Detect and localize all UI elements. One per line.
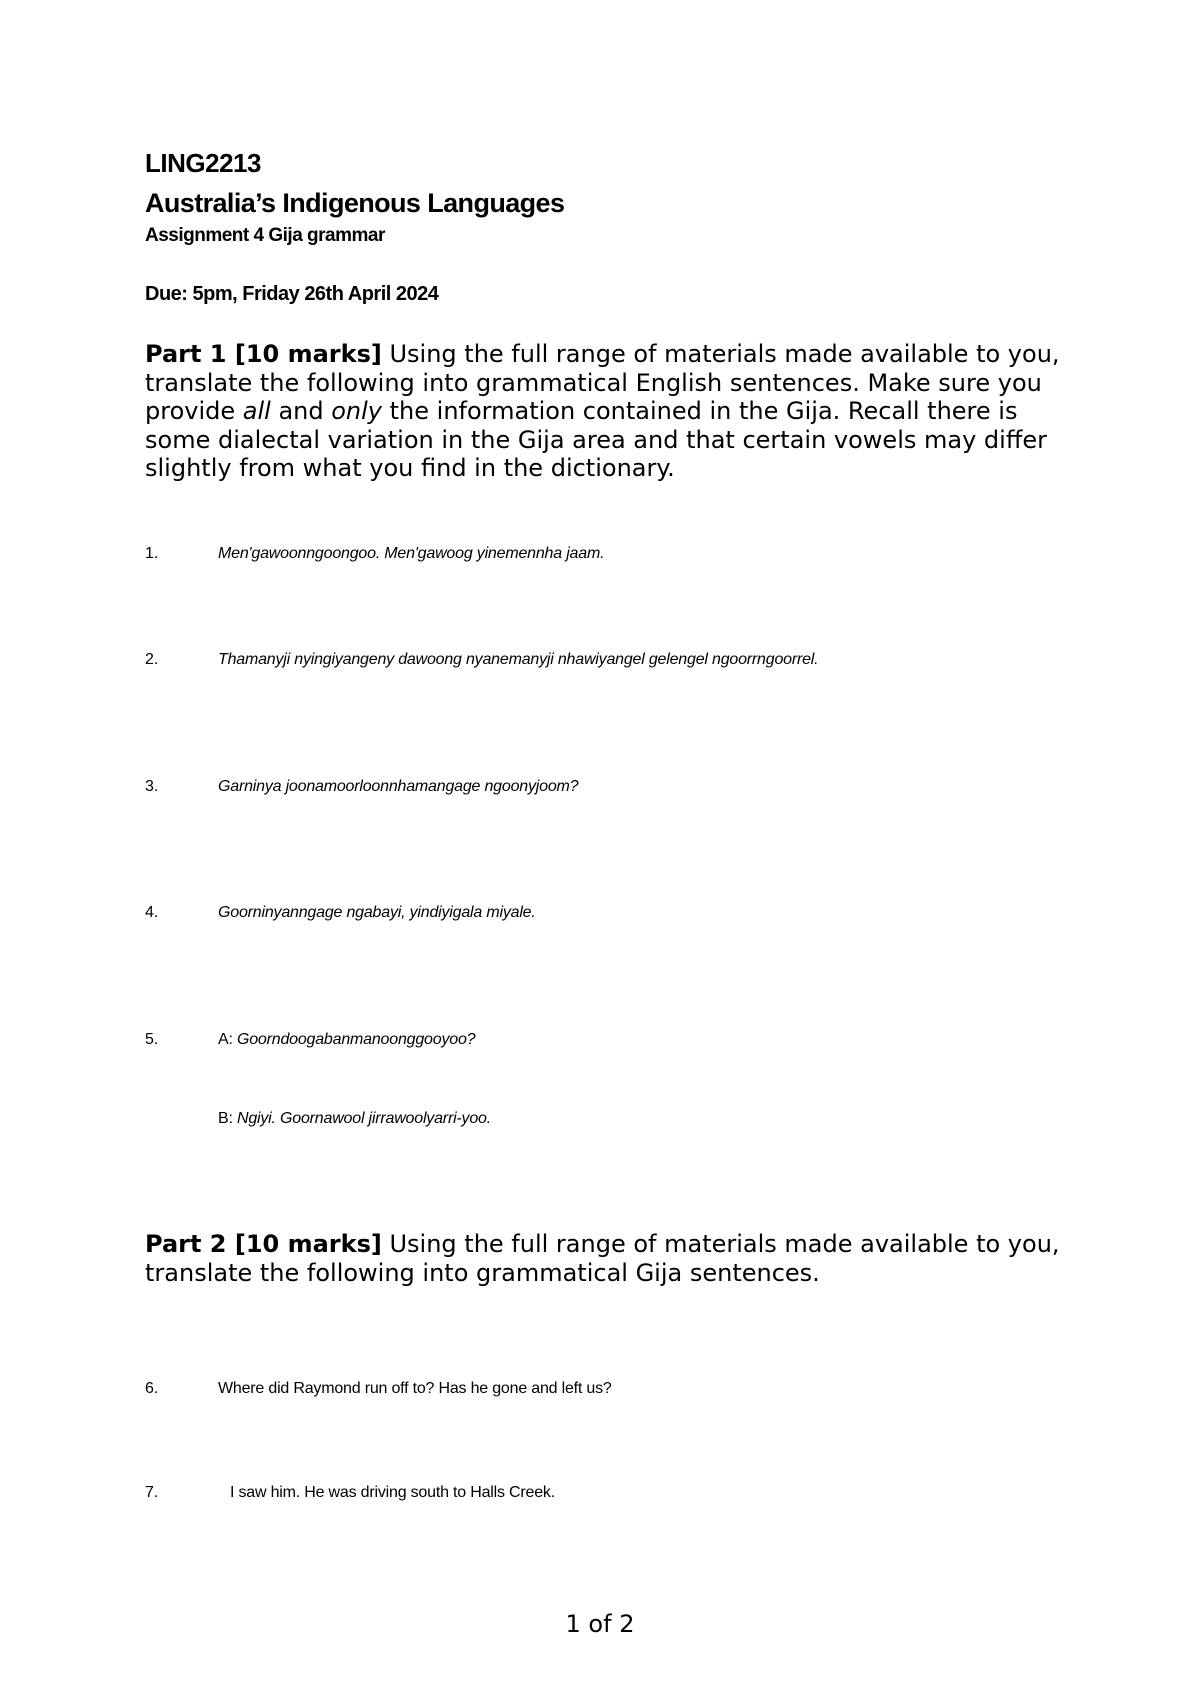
item-number-7: 7.	[145, 1484, 159, 1501]
part1-heading: Part 1 [10 marks]	[145, 340, 382, 368]
course-title: Australia’s Indigenous Languages	[145, 188, 565, 218]
part1-intro-a: Using the full range of materials made available to you, translate the following into grammatical English sentences. Make sure you provide	[145, 340, 1060, 425]
item-number-3: 3.	[145, 778, 159, 795]
item-number-6: 6.	[145, 1380, 159, 1397]
due-date: Due: 5pm, Friday 26th April 2024	[145, 283, 439, 305]
item-text-5a	[218, 1031, 475, 1049]
speaker-a-line: Goorndoogabanmanoonggooyoo?	[236, 1031, 476, 1048]
part2-intro: Using the full range of materials made available to you, translate the following into grammatical Gija sentences.	[145, 1230, 1060, 1287]
speaker-a-label: A:	[218, 1031, 237, 1048]
part2-instructions	[145, 1230, 1075, 1287]
item-text-7: I saw him. He was driving south to Halls Creek.	[230, 1484, 555, 1501]
part1-emphasis-all: all	[242, 397, 271, 425]
part1-intro-b: and	[270, 397, 332, 425]
item-text-1: Men'gawoonngoongoo. Men'gawoog yinemennha jaam.	[218, 545, 605, 562]
speaker-b-label: B:	[218, 1110, 237, 1127]
item-text-6: Where did Raymond run off to? Has he gone and left us?	[218, 1380, 612, 1397]
part1-emphasis-only: only	[331, 397, 382, 425]
item-text-5b	[218, 1110, 491, 1128]
part1-intro-c: the information contained in the Gija. Recall there is some dialectal variation in the Gija area and that certain vowels may differ slightly from what you find in the dictionary.	[145, 397, 1047, 482]
item-number-4: 4.	[145, 904, 159, 921]
item-number-1: 1.	[145, 545, 159, 562]
speaker-b-line: Ngiyi. Goornawool jirrawoolyarri-yoo.	[236, 1110, 491, 1127]
item-text-3: Garninya joonamoorloonnhamangage ngoonyjoom?	[218, 778, 579, 795]
item-number-5: 5.	[145, 1031, 159, 1048]
part1-instructions	[145, 340, 1075, 483]
part2-heading: Part 2 [10 marks]	[145, 1230, 382, 1258]
course-code: LING2213	[145, 148, 261, 178]
item-number-2: 2.	[145, 651, 159, 668]
item-text-4: Goorninyanngage ngabayi, yindiyigala miyale.	[218, 904, 536, 921]
assignment-title: Assignment 4 Gija grammar	[145, 225, 385, 246]
item-text-2: Thamanyji nyingiyangeny dawoong nyanemanyji nhawiyangel gelengel ngoorrngoorrel.	[218, 651, 819, 668]
page-number: 1 of 2	[565, 1610, 635, 1638]
